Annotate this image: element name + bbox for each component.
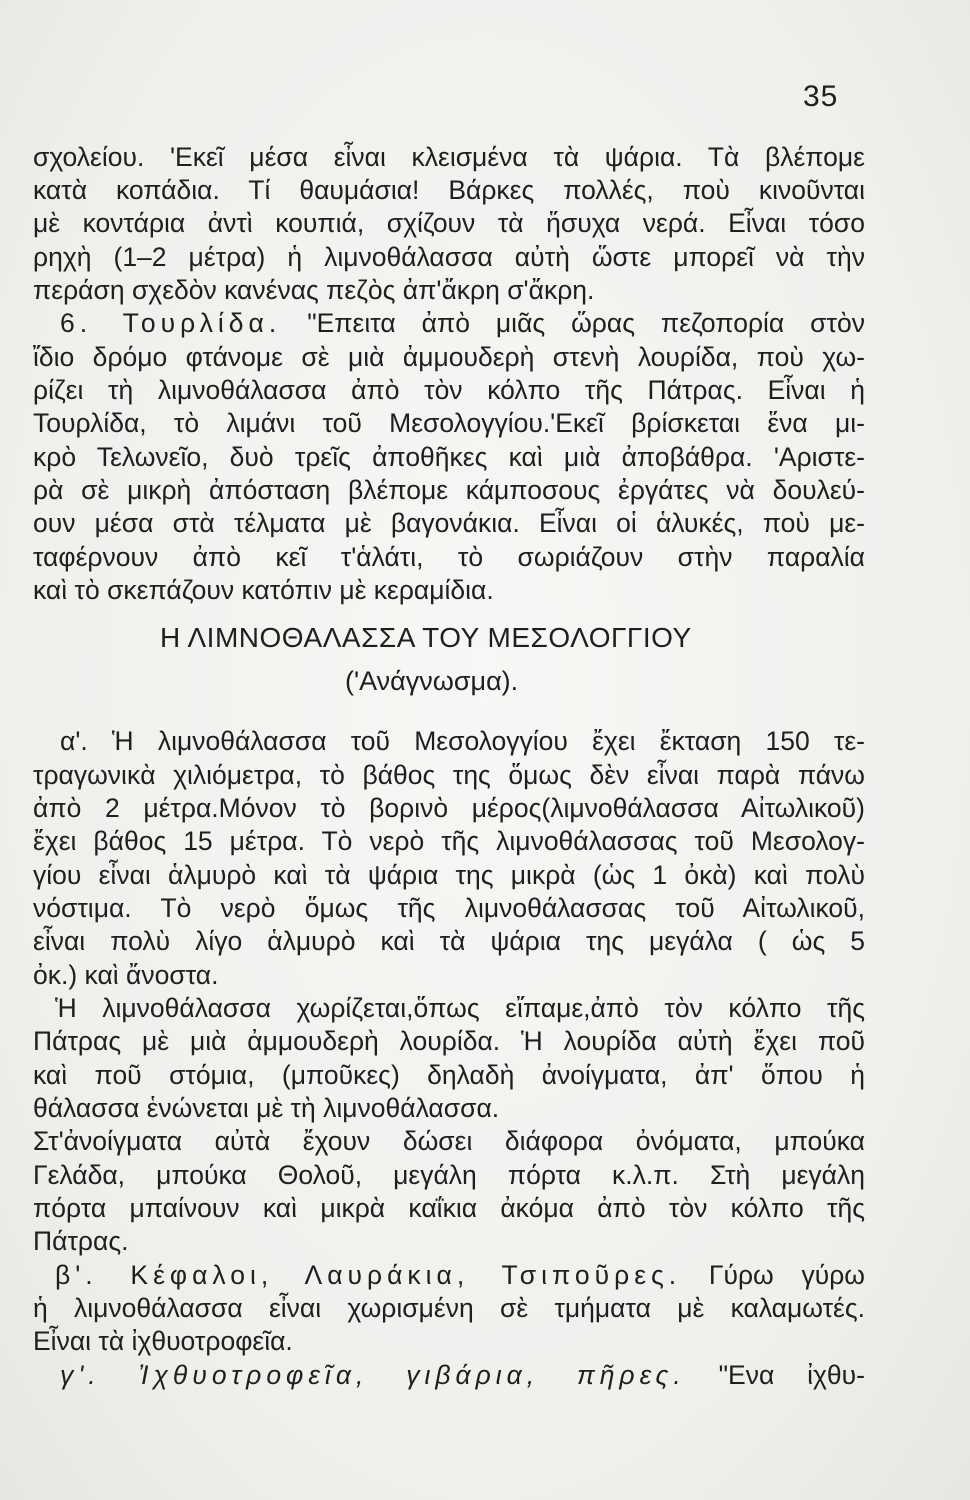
text-line: καὶ τὸ σκεπάζουν κατόπιν μὲ κεραμίδια. bbox=[33, 575, 494, 605]
item-b-text: Γύρω γύρω bbox=[708, 1260, 865, 1290]
text-line: ἀπὸ 2 μέτρα.Μόνον τὸ βορινὸ μέρος(λιμνοθάλασσα Αἰτωλικοῦ) bbox=[33, 793, 865, 823]
text-line: ἔχει βάθος 15 μέτρα. Τὸ νερὸ τῆς λιμνοθάλασσας τοῦ Μεσολογ- bbox=[33, 826, 865, 856]
text-line: μὲ κοντάρια ἀντὶ κουπιά, σχίζουν τὰ ἥσυχα νερά. Εἶναι τόσο bbox=[33, 208, 865, 238]
text-line: Εἶναι τὰ ἰχθυοτροφεῖα. bbox=[33, 1326, 293, 1356]
text-line: Ἡ λιμνοθάλασσα χωρίζεται,ὅπως εἴπαμε,ἀπὸ τὸν κόλπο τῆς bbox=[55, 993, 865, 1023]
text-line: ρίζει τὴ λιμνοθάλασσα ἀπὸ τὸν κόλπο τῆς Πάτρας. Εἶναι ἡ bbox=[33, 375, 865, 405]
item-b-label: β'. Κέφαλοι, Λαυράκια, Τσιποῦρες. bbox=[55, 1260, 682, 1290]
text-line: πόρτα μπαίνουν καὶ μικρὰ καΐκια ἀκόμα ἀπὸ τὸν κόλπο τῆς bbox=[33, 1193, 865, 1223]
section-subtitle: ('Ανάγνωσμα). bbox=[345, 666, 519, 696]
item-6-first-line bbox=[60, 306, 865, 340]
text-line: ρηχὴ (1–2 μέτρα) ἡ λιμνοθάλασσα αὐτὴ ὥστε μπορεῖ νὰ τὴν bbox=[33, 242, 865, 272]
item-6-label: 6. Τουρλίδα. bbox=[60, 308, 282, 338]
item-6-text: "Επειτα ἀπὸ μιᾶς ὥρας πεζοπορία στὸν bbox=[307, 308, 865, 338]
item-c-text: "Ενα ἰχθυ- bbox=[718, 1360, 865, 1390]
text-line: εἶναι πολὺ λίγο ἁλμυρὸ καὶ τὰ ψάρια της μεγάλα ( ὡς 5 bbox=[33, 926, 865, 956]
text-line: θάλασσα ἑνώνεται μὲ τὴ λιμνοθάλασσα. bbox=[33, 1093, 500, 1123]
text-line: περάση σχεδὸν κανένας πεζὸς ἀπ'ἄκρη σ'ἄκρη. bbox=[33, 275, 595, 305]
text-line: Γελάδα, μπούκα Θολοῦ, μεγάλη πόρτα κ.λ.π. Στὴ μεγάλη bbox=[33, 1160, 865, 1190]
text-line: κατὰ κοπάδια. Τί θαυμάσια! Βάρκες πολλές, ποὺ κινοῦνται bbox=[33, 175, 865, 205]
text-line: ἴδιο δρόμο φτάνομε σὲ μιὰ ἀμμουδερὴ στενὴ λουρίδα, ποὺ χω- bbox=[33, 342, 865, 372]
text-line: ουν μέσα στὰ τέλματα μὲ βαγονάκια. Εἶναι οἱ ἁλυκές, ποὺ με- bbox=[33, 508, 865, 538]
text-line: τραγωνικὰ χιλιόμετρα, τὸ βάθος της ὅμως δὲν εἶναι παρὰ πάνω bbox=[33, 760, 865, 790]
item-c-first-line bbox=[60, 1358, 865, 1392]
item-c-label: γ'. Ἰχθυοτροφεῖα, γιβάρια, πῆρες. bbox=[60, 1360, 686, 1390]
section-title: Η ΛΙΜΝΟΘΑΛΑΣΣΑ ΤΟΥ ΜΕΣΟΛΟΓΓΙΟΥ bbox=[160, 622, 692, 653]
text-line: σχολείου. 'Εκεῖ μέσα εἶναι κλεισμένα τὰ ψάρια. Τὰ βλέπομε bbox=[33, 142, 865, 172]
text-line: Τουρλίδα, τὸ λιμάνι τοῦ Μεσολογγίου.'Εκεῖ βρίσκεται ἕνα μι- bbox=[33, 408, 865, 438]
text-line: νόστιμα. Τὸ νερὸ ὅμως τῆς λιμνοθάλασσας τοῦ Αἰτωλικοῦ, bbox=[33, 893, 865, 923]
text-line: κρὸ Τελωνεῖο, δυὸ τρεῖς ἀποθῆκες καὶ μιὰ ἀποβάθρα. 'Αριστε- bbox=[33, 442, 865, 472]
page-number: 35 bbox=[803, 80, 839, 113]
text-line: ἡ λιμνοθάλασσα εἶναι χωρισμένη σὲ τμήματα μὲ καλαμωτές. bbox=[33, 1293, 865, 1323]
text-line: καὶ ποῦ στόμια, (μποῦκες) δηλαδὴ ἀνοίγματα, ἀπ' ὅπου ἡ bbox=[33, 1060, 865, 1090]
text-line: Πάτρας μὲ μιὰ ἀμμουδερὴ λουρίδα. Ἡ λουρίδα αὐτὴ ἔχει ποῦ bbox=[33, 1026, 865, 1056]
text-line: ὀκ.) καὶ ἄνοστα. bbox=[33, 960, 219, 990]
text-line: α'. Ἡ λιμνοθάλασσα τοῦ Μεσολογγίου ἔχει ἔκταση 150 τε- bbox=[60, 726, 865, 756]
item-b-first-line bbox=[55, 1258, 865, 1292]
text-line: ταφέρνουν ἀπὸ κεῖ τ'ἁλάτι, τὸ σωριάζουν στὴν παραλία bbox=[33, 542, 865, 572]
text-line: ρὰ σὲ μικρὴ ἀπόσταση βλέπομε κάμποσους ἐργάτες νὰ δουλεύ- bbox=[33, 475, 865, 505]
text-line: γίου εἶναι ἁλμυρὸ καὶ τὰ ψάρια της μικρὰ (ὡς 1 ὀκὰ) καὶ πολὺ bbox=[33, 860, 865, 890]
text-line: Στ'ἀνοίγματα αὐτὰ ἔχουν δώσει διάφορα ὀνόματα, μπούκα bbox=[33, 1126, 865, 1156]
text-line: Πάτρας. bbox=[33, 1226, 129, 1256]
